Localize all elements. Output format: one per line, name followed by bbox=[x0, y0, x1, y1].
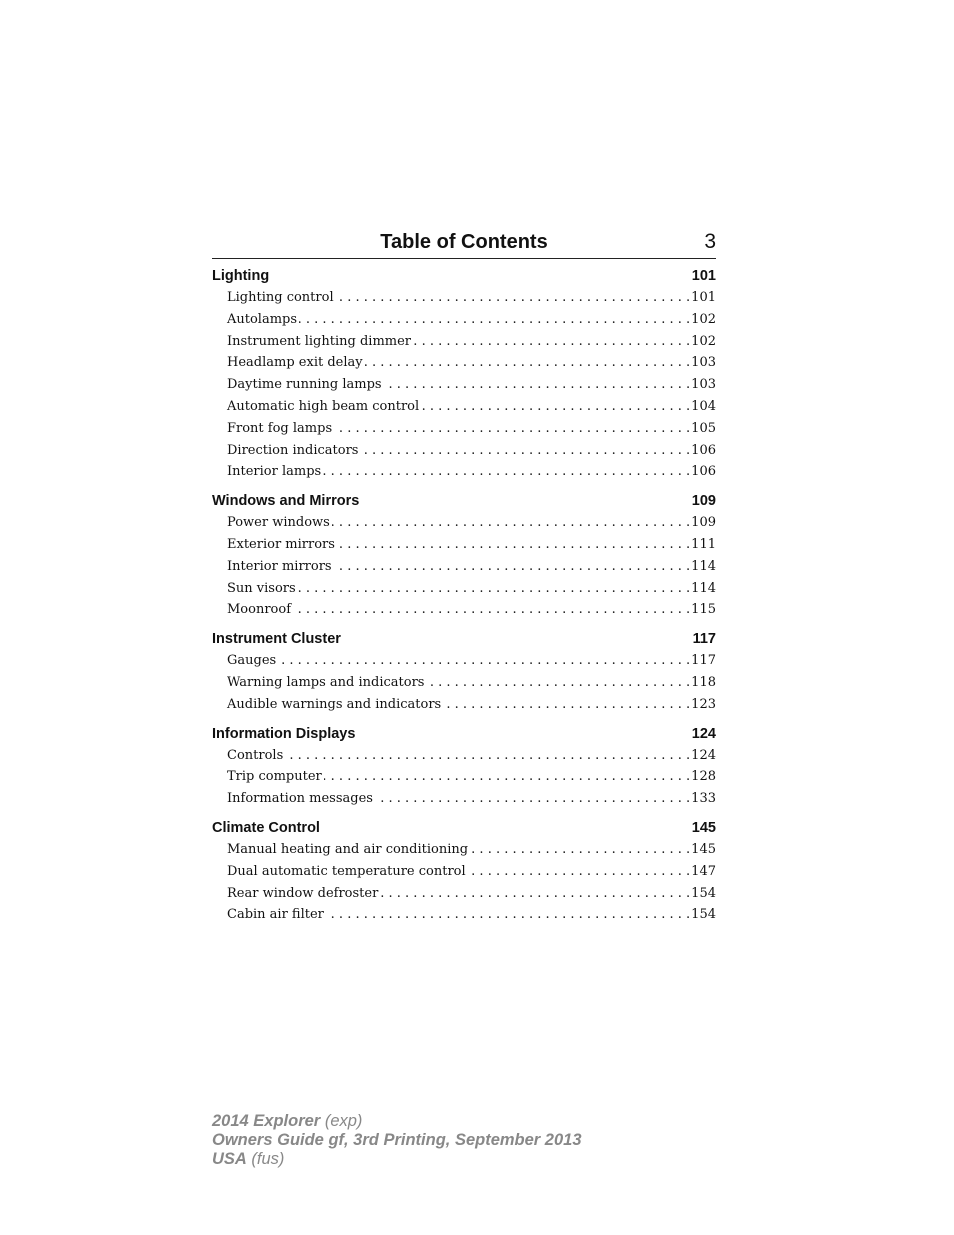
footer-line-1 bbox=[212, 1112, 582, 1131]
toc-entry[interactable] bbox=[212, 309, 716, 331]
entry-page: 118 bbox=[691, 674, 716, 690]
section-header[interactable] bbox=[212, 490, 716, 512]
entry-title: Trip computer bbox=[227, 769, 322, 785]
entry-page: 104 bbox=[691, 398, 716, 414]
page-header bbox=[212, 228, 716, 259]
toc-section bbox=[212, 265, 716, 483]
entry-title: Audible warnings and indicators bbox=[227, 696, 442, 712]
toc-entry[interactable] bbox=[212, 839, 716, 861]
entry-page: 103 bbox=[691, 355, 716, 371]
footer-line-3 bbox=[212, 1150, 582, 1169]
dot-leader bbox=[293, 599, 690, 621]
entry-title: Interior lamps bbox=[227, 464, 322, 480]
entry-title: Interior mirrors bbox=[227, 558, 332, 574]
toc-entry[interactable] bbox=[212, 883, 716, 905]
page-number: 3 bbox=[704, 230, 716, 253]
dot-leader bbox=[334, 556, 691, 578]
entry-title: Controls bbox=[227, 747, 284, 763]
toc-entry[interactable] bbox=[212, 287, 716, 309]
footer-edition: Owners Guide gf, 3rd Printing, September 2013 bbox=[212, 1131, 582, 1149]
entry-page: 103 bbox=[691, 377, 716, 393]
toc-entry[interactable] bbox=[212, 512, 716, 534]
dot-leader bbox=[298, 578, 691, 600]
section-header[interactable] bbox=[212, 817, 716, 839]
toc-section bbox=[212, 628, 716, 715]
dot-leader bbox=[323, 461, 690, 483]
toc-entry[interactable] bbox=[212, 745, 716, 767]
toc-entry[interactable] bbox=[212, 461, 716, 483]
entry-title: Sun visors bbox=[227, 580, 296, 596]
entry-page: 154 bbox=[691, 907, 716, 923]
entry-title: Power windows bbox=[227, 515, 330, 531]
section-page: 101 bbox=[691, 268, 716, 284]
toc-entry[interactable] bbox=[212, 599, 716, 621]
dot-leader bbox=[336, 287, 691, 309]
dot-leader bbox=[426, 672, 690, 694]
toc-entry[interactable] bbox=[212, 904, 716, 926]
entry-page: 105 bbox=[691, 420, 716, 436]
toc-section bbox=[212, 723, 716, 810]
dot-leader bbox=[332, 512, 690, 534]
entry-page: 114 bbox=[691, 558, 716, 574]
section-page: 145 bbox=[691, 819, 716, 836]
section-page: 124 bbox=[691, 725, 716, 742]
footer-market: USA bbox=[212, 1150, 247, 1168]
entry-title: Headlamp exit delay bbox=[227, 355, 363, 371]
entry-title: Manual heating and air conditioning bbox=[227, 841, 469, 857]
footer-model-code: (exp) bbox=[320, 1112, 363, 1130]
entry-page: 102 bbox=[691, 311, 716, 327]
toc-entry[interactable] bbox=[212, 861, 716, 883]
entry-page: 128 bbox=[691, 769, 716, 785]
section-title: Climate Control bbox=[212, 819, 320, 836]
section-header[interactable] bbox=[212, 628, 716, 650]
entry-title: Direction indicators bbox=[227, 442, 359, 458]
entry-page: 117 bbox=[691, 653, 716, 669]
toc-entry[interactable] bbox=[212, 556, 716, 578]
entry-title: Moonroof bbox=[227, 602, 292, 618]
section-title: Windows and Mirrors bbox=[212, 493, 360, 510]
entry-page: 111 bbox=[691, 536, 716, 552]
toc-entry[interactable] bbox=[212, 331, 716, 353]
table-of-contents bbox=[212, 265, 716, 926]
toc-entry[interactable] bbox=[212, 418, 716, 440]
toc-entry[interactable] bbox=[212, 578, 716, 600]
section-header[interactable] bbox=[212, 265, 716, 287]
entry-page: 133 bbox=[691, 791, 716, 807]
entry-page: 101 bbox=[691, 290, 716, 305]
dot-leader bbox=[334, 418, 690, 440]
toc-entry[interactable] bbox=[212, 440, 716, 462]
toc-entry[interactable] bbox=[212, 396, 716, 418]
entry-page: 154 bbox=[691, 885, 716, 901]
section-title: Lighting bbox=[212, 268, 270, 284]
dot-leader bbox=[421, 396, 690, 418]
footer-model: 2014 Explorer bbox=[212, 1112, 321, 1130]
entry-title: Exterior mirrors bbox=[227, 536, 335, 552]
dot-leader bbox=[278, 650, 690, 672]
dot-leader bbox=[324, 766, 690, 788]
entry-title: Automatic high beam control bbox=[227, 398, 420, 414]
toc-entry[interactable] bbox=[212, 672, 716, 694]
toc-entry[interactable] bbox=[212, 788, 716, 810]
entry-title: Daytime running lamps bbox=[227, 377, 382, 393]
dot-leader bbox=[468, 861, 691, 883]
entry-page: 124 bbox=[691, 747, 716, 763]
footer bbox=[212, 1112, 582, 1169]
section-header[interactable] bbox=[212, 723, 716, 745]
dot-leader bbox=[470, 839, 690, 861]
entry-page: 106 bbox=[691, 442, 716, 458]
entry-page: 123 bbox=[691, 696, 716, 712]
toc-section bbox=[212, 817, 716, 926]
entry-page: 115 bbox=[691, 602, 716, 618]
toc-entry[interactable] bbox=[212, 352, 716, 374]
entry-page: 147 bbox=[691, 863, 716, 879]
dot-leader bbox=[443, 694, 690, 716]
entry-title: Warning lamps and indicators bbox=[227, 674, 425, 690]
entry-title: Dual automatic temperature control bbox=[227, 863, 466, 879]
page-title: Table of Contents bbox=[380, 231, 548, 253]
dot-leader bbox=[337, 534, 690, 556]
dot-leader bbox=[384, 374, 691, 396]
toc-entry[interactable] bbox=[212, 766, 716, 788]
footer-market-code: (fus) bbox=[246, 1150, 285, 1168]
entry-page: 102 bbox=[691, 333, 716, 349]
dot-leader bbox=[299, 309, 690, 331]
section-title: Information Displays bbox=[212, 725, 356, 742]
dot-leader bbox=[380, 883, 690, 905]
entry-page: 109 bbox=[691, 515, 716, 531]
entry-title: Information messages bbox=[227, 791, 373, 807]
toc-entry[interactable] bbox=[212, 694, 716, 716]
toc-entry[interactable] bbox=[212, 374, 716, 396]
dot-leader bbox=[360, 440, 690, 462]
entry-title: Autolamps bbox=[227, 311, 298, 327]
dot-leader bbox=[285, 745, 690, 767]
dot-leader bbox=[413, 331, 690, 353]
entry-title: Lighting control bbox=[227, 290, 334, 305]
entry-title: Cabin air filter bbox=[227, 907, 324, 923]
toc-entry[interactable] bbox=[212, 534, 716, 556]
footer-line-2 bbox=[212, 1131, 582, 1150]
dot-leader bbox=[365, 352, 691, 374]
entry-title: Front fog lamps bbox=[227, 420, 333, 436]
toc-section bbox=[212, 490, 716, 621]
entry-page: 145 bbox=[691, 841, 716, 857]
toc-entry[interactable] bbox=[212, 650, 716, 672]
entry-title: Rear window defroster bbox=[227, 885, 379, 901]
dot-leader bbox=[375, 788, 690, 810]
entry-page: 114 bbox=[691, 580, 716, 596]
section-page: 109 bbox=[691, 493, 716, 510]
section-title: Instrument Cluster bbox=[212, 631, 341, 648]
dot-leader bbox=[326, 904, 690, 926]
section-page: 117 bbox=[692, 631, 716, 648]
entry-title: Instrument lighting dimmer bbox=[227, 333, 411, 349]
entry-title: Gauges bbox=[227, 653, 277, 669]
entry-page: 106 bbox=[691, 464, 716, 480]
